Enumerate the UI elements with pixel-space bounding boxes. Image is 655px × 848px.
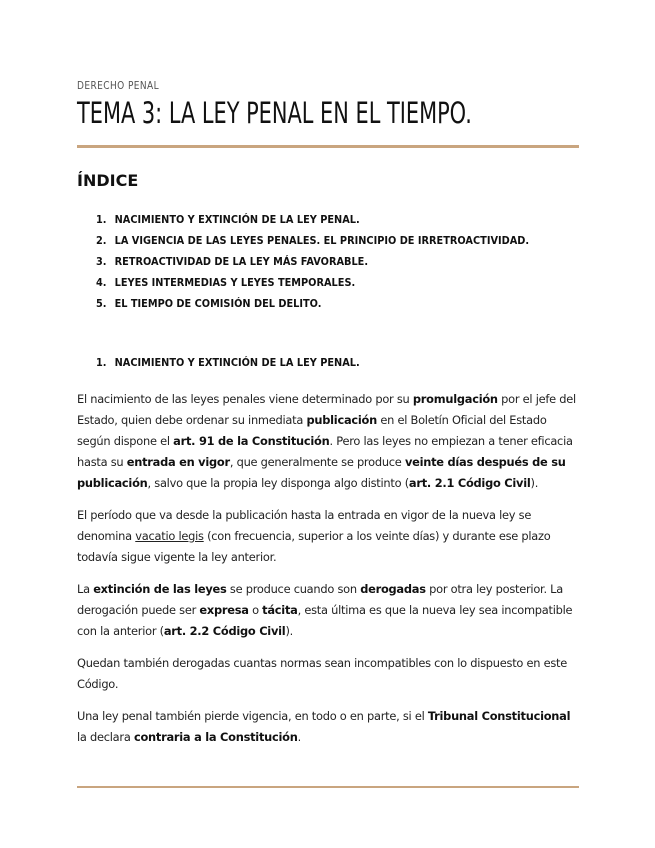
- toc-item-label: LA VIGENCIA DE LAS LEYES PENALES. EL PRINCIPIO DE IRRETROACTIVIDAD.: [114, 235, 530, 247]
- bold-term: art. 2.1 Código Civil: [408, 476, 531, 490]
- paragraph-extinction: La extinción de las leyes se produce cuando son derogadas por otra ley posterior. La derogación puede ser expresa o tácita, esta última es que la nueva ley sea incompatible con la anterior (art. 2.2 Código Civil).: [77, 582, 573, 638]
- section-heading: [96, 357, 360, 369]
- table-of-contents: [96, 210, 562, 315]
- bold-term: art. 91 de la Constitución: [173, 434, 330, 448]
- bold-term: publicación: [306, 413, 377, 427]
- toc-item-label: EL TIEMPO DE COMISIÓN DEL DELITO.: [114, 298, 322, 310]
- underlined-term: vacatio legis: [135, 529, 204, 543]
- toc-item-number: 2.: [96, 235, 107, 247]
- toc-item-label: NACIMIENTO Y EXTINCIÓN DE LA LEY PENAL.: [114, 214, 360, 226]
- index-heading: ÍNDICE: [77, 171, 139, 190]
- page-title: TEMA 3: LA LEY PENAL EN EL TIEMPO.: [77, 96, 472, 130]
- footer-divider: [77, 786, 579, 788]
- toc-item-label: LEYES INTERMEDIAS Y LEYES TEMPORALES.: [114, 277, 356, 289]
- bold-term: art. 2.2 Código Civil: [163, 624, 286, 638]
- bold-term: contraria a la Constitución: [133, 730, 298, 744]
- bold-term: tácita: [262, 603, 298, 617]
- paragraph-promulgation: El nacimiento de las leyes penales viene determinado por su promulgación por el jefe del Estado, quien debe ordenar su inmediata publicación en el Boletín Oficial del Estado según dispone el art. 91 de la Constitución. Pero las leyes no empiezan a tener eficacia hasta su entrada en vigor, que generalmente se produce veinte días después de su publicación, salvo que la propia ley disponga algo distinto (art. 2.1 Código Civil).: [77, 392, 576, 490]
- bold-term: entrada en vigor: [126, 455, 230, 469]
- bold-term: expresa: [199, 603, 249, 617]
- toc-item-number: 5.: [96, 298, 107, 310]
- bold-term: extinción de las leyes: [93, 582, 227, 596]
- toc-item: [96, 294, 529, 315]
- section-body: [77, 389, 582, 759]
- bold-term: veinte días después de su publicación: [77, 455, 566, 490]
- bold-term: promulgación: [412, 392, 498, 406]
- bold-term: Tribunal Constitucional: [427, 709, 571, 723]
- toc-item-number: 1.: [96, 214, 107, 226]
- title-divider: [77, 145, 579, 148]
- toc-item: [96, 210, 529, 231]
- toc-item-label: RETROACTIVIDAD DE LA LEY MÁS FAVORABLE.: [114, 256, 369, 268]
- toc-item: [96, 273, 529, 294]
- paragraph-vacatio-legis: El período que va desde la publicación hasta la entrada en vigor de la nueva ley se denomina vacatio legis (con frecuencia, superior a los veinte días) y durante ese plazo todavía sigue vigente la ley anterior.: [77, 508, 551, 564]
- section-title: NACIMIENTO Y EXTINCIÓN DE LA LEY PENAL.: [114, 357, 360, 369]
- paragraph-derogation: Quedan también derogadas cuantas normas sean incompatibles con lo dispuesto en este Código.: [77, 656, 568, 691]
- paragraph-constitutional-court: Una ley penal también pierde vigencia, en todo o en parte, si el Tribunal Constitucional la declara contraria a la Constitución.: [77, 709, 571, 744]
- toc-item-number: 3.: [96, 256, 107, 268]
- bold-term: derogadas: [360, 582, 426, 596]
- section-number: 1.: [96, 357, 107, 369]
- toc-item: [96, 252, 529, 273]
- subject-label: DERECHO PENAL: [77, 79, 160, 92]
- toc-item: [96, 231, 529, 252]
- toc-item-number: 4.: [96, 277, 107, 289]
